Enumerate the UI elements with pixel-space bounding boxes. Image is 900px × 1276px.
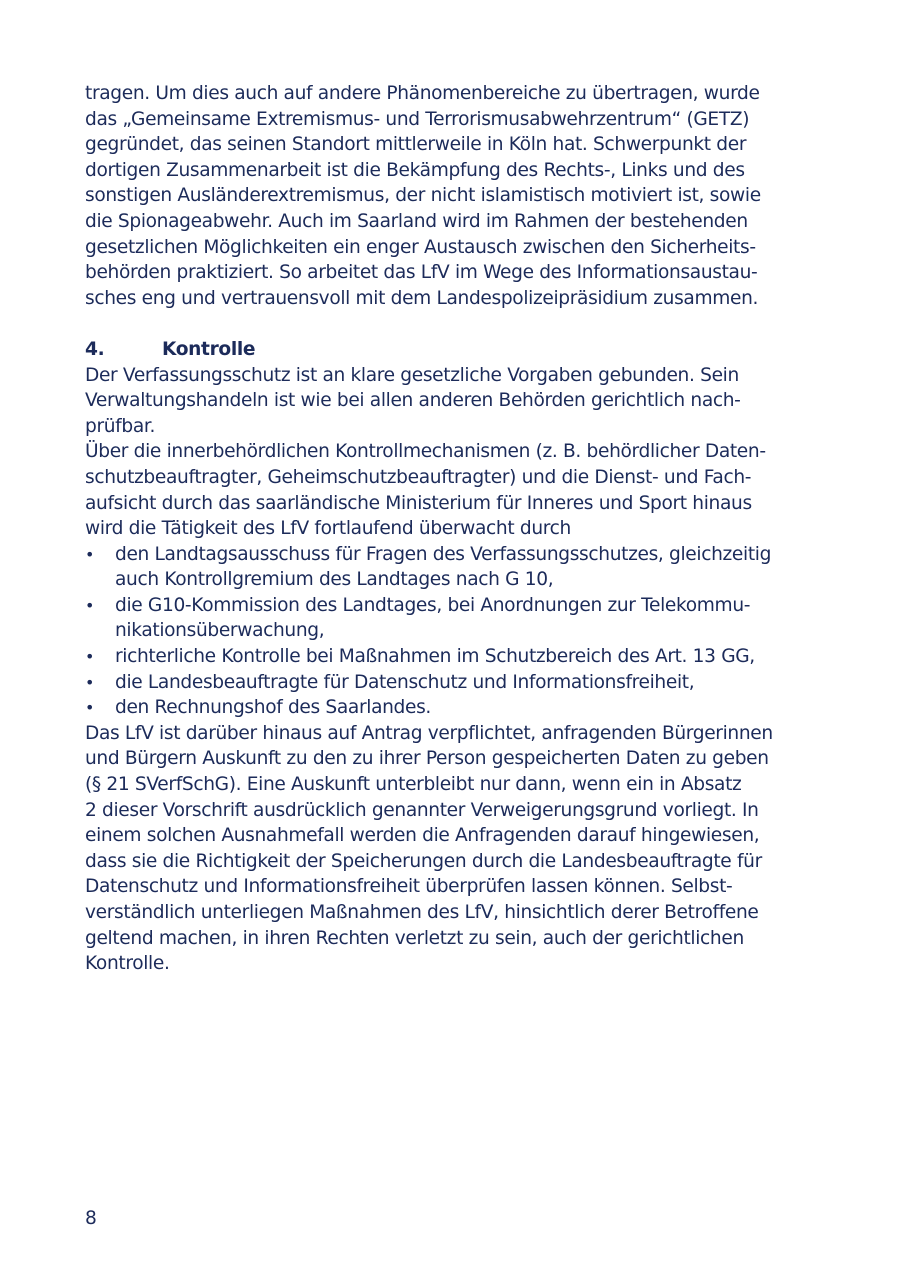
list-item-text: die Landesbeauftragte für Datenschutz und Informationsfreiheit, [115,671,695,693]
text-line: Das LfV ist darüber hinaus auf Antrag verpflichtet, anfragenden Bürgerinnen [85,722,773,744]
text-line: behörden praktiziert. So arbeitet das LfV im Wege des Informationsaustau- [85,262,758,284]
text-line: prüfbar. [85,415,156,437]
text-line: sches eng und vertrauensvoll mit dem Landespolizeipräsidium zusammen. [85,287,759,309]
oversight-bullet-list [85,542,820,721]
text-line: gesetzlichen Möglichkeiten ein enger Austausch zwischen den Sicherheits- [85,236,756,258]
intro-paragraph [85,81,820,311]
paragraph-spacer [85,311,820,337]
paragraph-information-right [85,721,820,977]
list-item [85,593,820,644]
bullet-icon: • [85,647,95,667]
bullet-icon: • [85,595,95,615]
text-line: die Spionageabwehr. Auch im Saarland wird im Rahmen der bestehenden [85,210,748,232]
text-line: einem solchen Ausnahmefall werden die Anfragenden darauf hingewiesen, [85,825,760,847]
text-line: sonstigen Ausländerextremismus, der nicht islamistisch motiviert ist, sowie [85,185,761,207]
text-line: Verwaltungshandeln ist wie bei allen anderen Behörden gerichtlich nach- [85,390,741,412]
text-line: (§ 21 SVerfSchG). Eine Auskunft unterbleibt nur dann, wenn ein in Absatz [85,774,742,796]
list-item-text: die G10-Kommission des Landtages, bei Anordnungen zur Telekommu- [115,594,751,616]
paragraph-oversight [85,439,820,541]
text-line: verständlich unterliegen Maßnahmen des LfV, hinsichtlich derer Betroffene [85,902,759,923]
text-line: aufsicht durch das saarländische Ministerium für Inneres und Sport hinaus [85,492,752,514]
text-line: Über die innerbehördlichen Kontrollmechanismen (z. B. behördlicher Daten- [85,441,766,463]
list-item [85,695,820,721]
text-line: geltend machen, in ihren Rechten verletzt zu sein, auch der gerichtlichen [85,927,744,949]
text-line: dass sie die Richtigkeit der Speicherungen durch die Landesbeauftragte für [85,850,762,872]
bullet-icon: • [85,544,95,564]
text-line: Datenschutz und Informationsfreiheit überprüfen lassen können. Selbst- [85,876,733,898]
list-item [85,644,820,670]
text-line: schutzbeauftragter, Geheimschutzbeauftragter) und die Dienst- und Fach- [85,466,752,488]
text-line: das „Gemeinsame Extremismus- und Terrorismusabwehrzentrum“ (GETZ) [85,108,750,130]
text-line: und Bürgern Auskunft zu den zu ihrer Person gespeicherten Daten zu geben [85,748,769,770]
section-title: Kontrolle [162,338,256,360]
section-number: 4. [85,338,105,360]
text-line: Der Verfassungsschutz ist an klare gesetzliche Vorgaben gebunden. Sein [85,364,739,386]
page-number: 8 [85,1208,97,1229]
list-item-text: nikationsüberwachung, [115,620,325,642]
text-line: 2 dieser Vorschrift ausdrücklich genannter Verweigerungsgrund vorliegt. In [85,799,759,821]
list-item-text: auch Kontrollgremium des Landtages nach G 10, [115,569,554,591]
bullet-icon: • [85,672,95,692]
text-line: gegründet, das seinen Standort mittlerweile in Köln hat. Schwerpunkt der [85,134,747,156]
document-page [85,81,820,977]
text-line: tragen. Um dies auch auf andere Phänomenbereiche zu übertragen, wurde [85,83,760,104]
section-heading [85,337,820,363]
list-item-text: den Rechnungshof des Saarlandes. [115,697,431,719]
list-item-text: den Landtagsausschuss für Fragen des Verfassungsschutzes, gleichzeitig [115,543,772,565]
list-item-text: richterliche Kontrolle bei Maßnahmen im Schutzbereich des Art. 13 GG, [115,646,755,668]
bullet-icon: • [85,698,95,718]
list-item [85,542,820,593]
text-line: Kontrolle. [85,953,170,975]
text-line: dortigen Zusammenarbeit ist die Bekämpfung des Rechts-, Links und des [85,159,745,181]
paragraph-legal-basis [85,363,820,440]
list-item [85,670,820,696]
text-line: wird die Tätigkeit des LfV fortlaufend überwacht durch [85,518,571,540]
